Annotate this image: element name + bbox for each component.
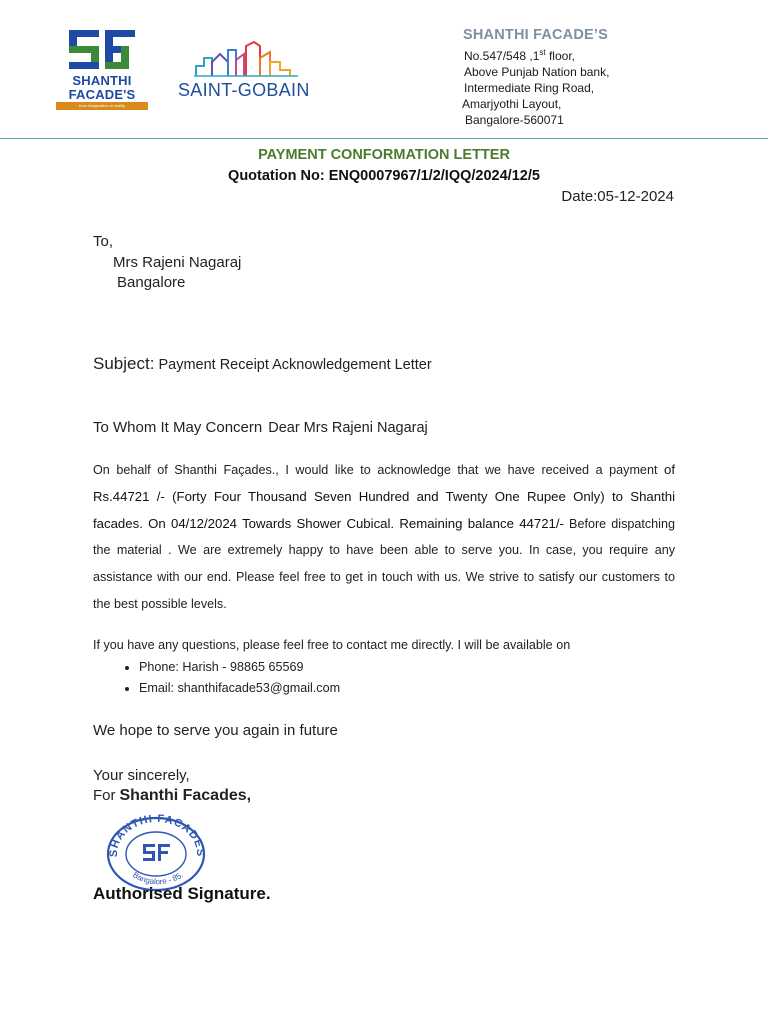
- salutation-dear: Dear Mrs Rajeni Nagaraj: [268, 420, 428, 436]
- logo-line-1: SHANTHI: [72, 73, 132, 88]
- salutation: [93, 419, 428, 436]
- company-stamp: [95, 810, 217, 892]
- for-firm-line: [93, 787, 251, 805]
- sf-monogram-icon: [67, 28, 137, 72]
- logo-line-2: FACADE'S: [68, 87, 136, 102]
- closing-line: We hope to serve you again in future: [93, 722, 338, 739]
- stamp-bottom-text: Bangalore - 85.: [131, 870, 186, 887]
- address-line-4: Amarjyothi Layout,: [462, 97, 562, 111]
- address-line-1: No.547/548 ,1st floor,: [464, 48, 575, 63]
- contact-intro: If you have any questions, please feel free to contact me directly. I will be available on: [93, 638, 571, 652]
- saint-gobain-logo: [172, 38, 322, 104]
- skyline-icon: [194, 40, 304, 78]
- address-line-5: Bangalore-560071: [465, 113, 564, 127]
- header-divider: [0, 138, 768, 139]
- body-part-1: On behalf of Shanthi Façades., I would like to acknowledge that we have received a payment: [93, 463, 664, 477]
- body-part-2: Before dispatching the material . We are extremely happy to have been able to serve you. In case, you require any assistance with our end. Please feel free to get in touch with us. We strive to satisfy our customers to the best possible levels.: [93, 516, 675, 611]
- address-line-3: Intermediate Ring Road,: [464, 81, 595, 95]
- for-label: For: [93, 787, 116, 804]
- subject-label: Subject:: [93, 354, 155, 373]
- body-payment-details: of Rs.44721 /- (Forty Four Thousand Seven Hundred and Twenty One Rupee Only) to Shanthi facades. On 04/12/2024 Towards Shower Cubical. Remaining balance 44721/-: [93, 462, 675, 531]
- letter-date: Date:05-12-2024: [561, 188, 674, 205]
- address-line-2: Above Punjab Nation bank,: [464, 65, 610, 79]
- letter-title: PAYMENT CONFORMATION LETTER: [258, 147, 510, 163]
- body-paragraph: [93, 457, 675, 618]
- recipient-name: Mrs Rajeni Nagaraj: [113, 254, 242, 271]
- contact-email: • Email: shanthifacade53@gmail.com: [139, 678, 539, 699]
- sign-off: Your sincerely,: [93, 767, 190, 784]
- logo-tagline: from imagination to reality: [56, 102, 148, 110]
- recipient-city: Bangalore: [117, 274, 186, 291]
- stamp-top-text: SHANTHI FACADES: [107, 812, 207, 858]
- contact-list: [93, 657, 539, 699]
- company-address-block: [463, 27, 703, 128]
- subject-text: Payment Receipt Acknowledgement Letter: [154, 357, 432, 373]
- stamp-monogram-icon: [143, 844, 170, 861]
- contact-phone: • Phone: Harish - 98865 65569: [139, 657, 539, 678]
- shanthi-facades-logo: [55, 28, 149, 112]
- quotation-number: Quotation No: ENQ0007967/1/2/IQQ/2024/12/5: [228, 168, 540, 184]
- to-label: To,: [93, 233, 114, 250]
- svg-text:SHANTHI FACADES: [108, 813, 206, 857]
- saint-gobain-name: SAINT-GOBAIN: [178, 80, 310, 100]
- salutation-to: To Whom It May Concern: [93, 419, 263, 436]
- firm-name: Shanthi Facades,: [119, 787, 252, 804]
- company-name: SHANTHI FACADE’S: [463, 27, 608, 43]
- authorised-signature: Authorised Signature.: [93, 884, 271, 903]
- subject-line: [93, 354, 432, 374]
